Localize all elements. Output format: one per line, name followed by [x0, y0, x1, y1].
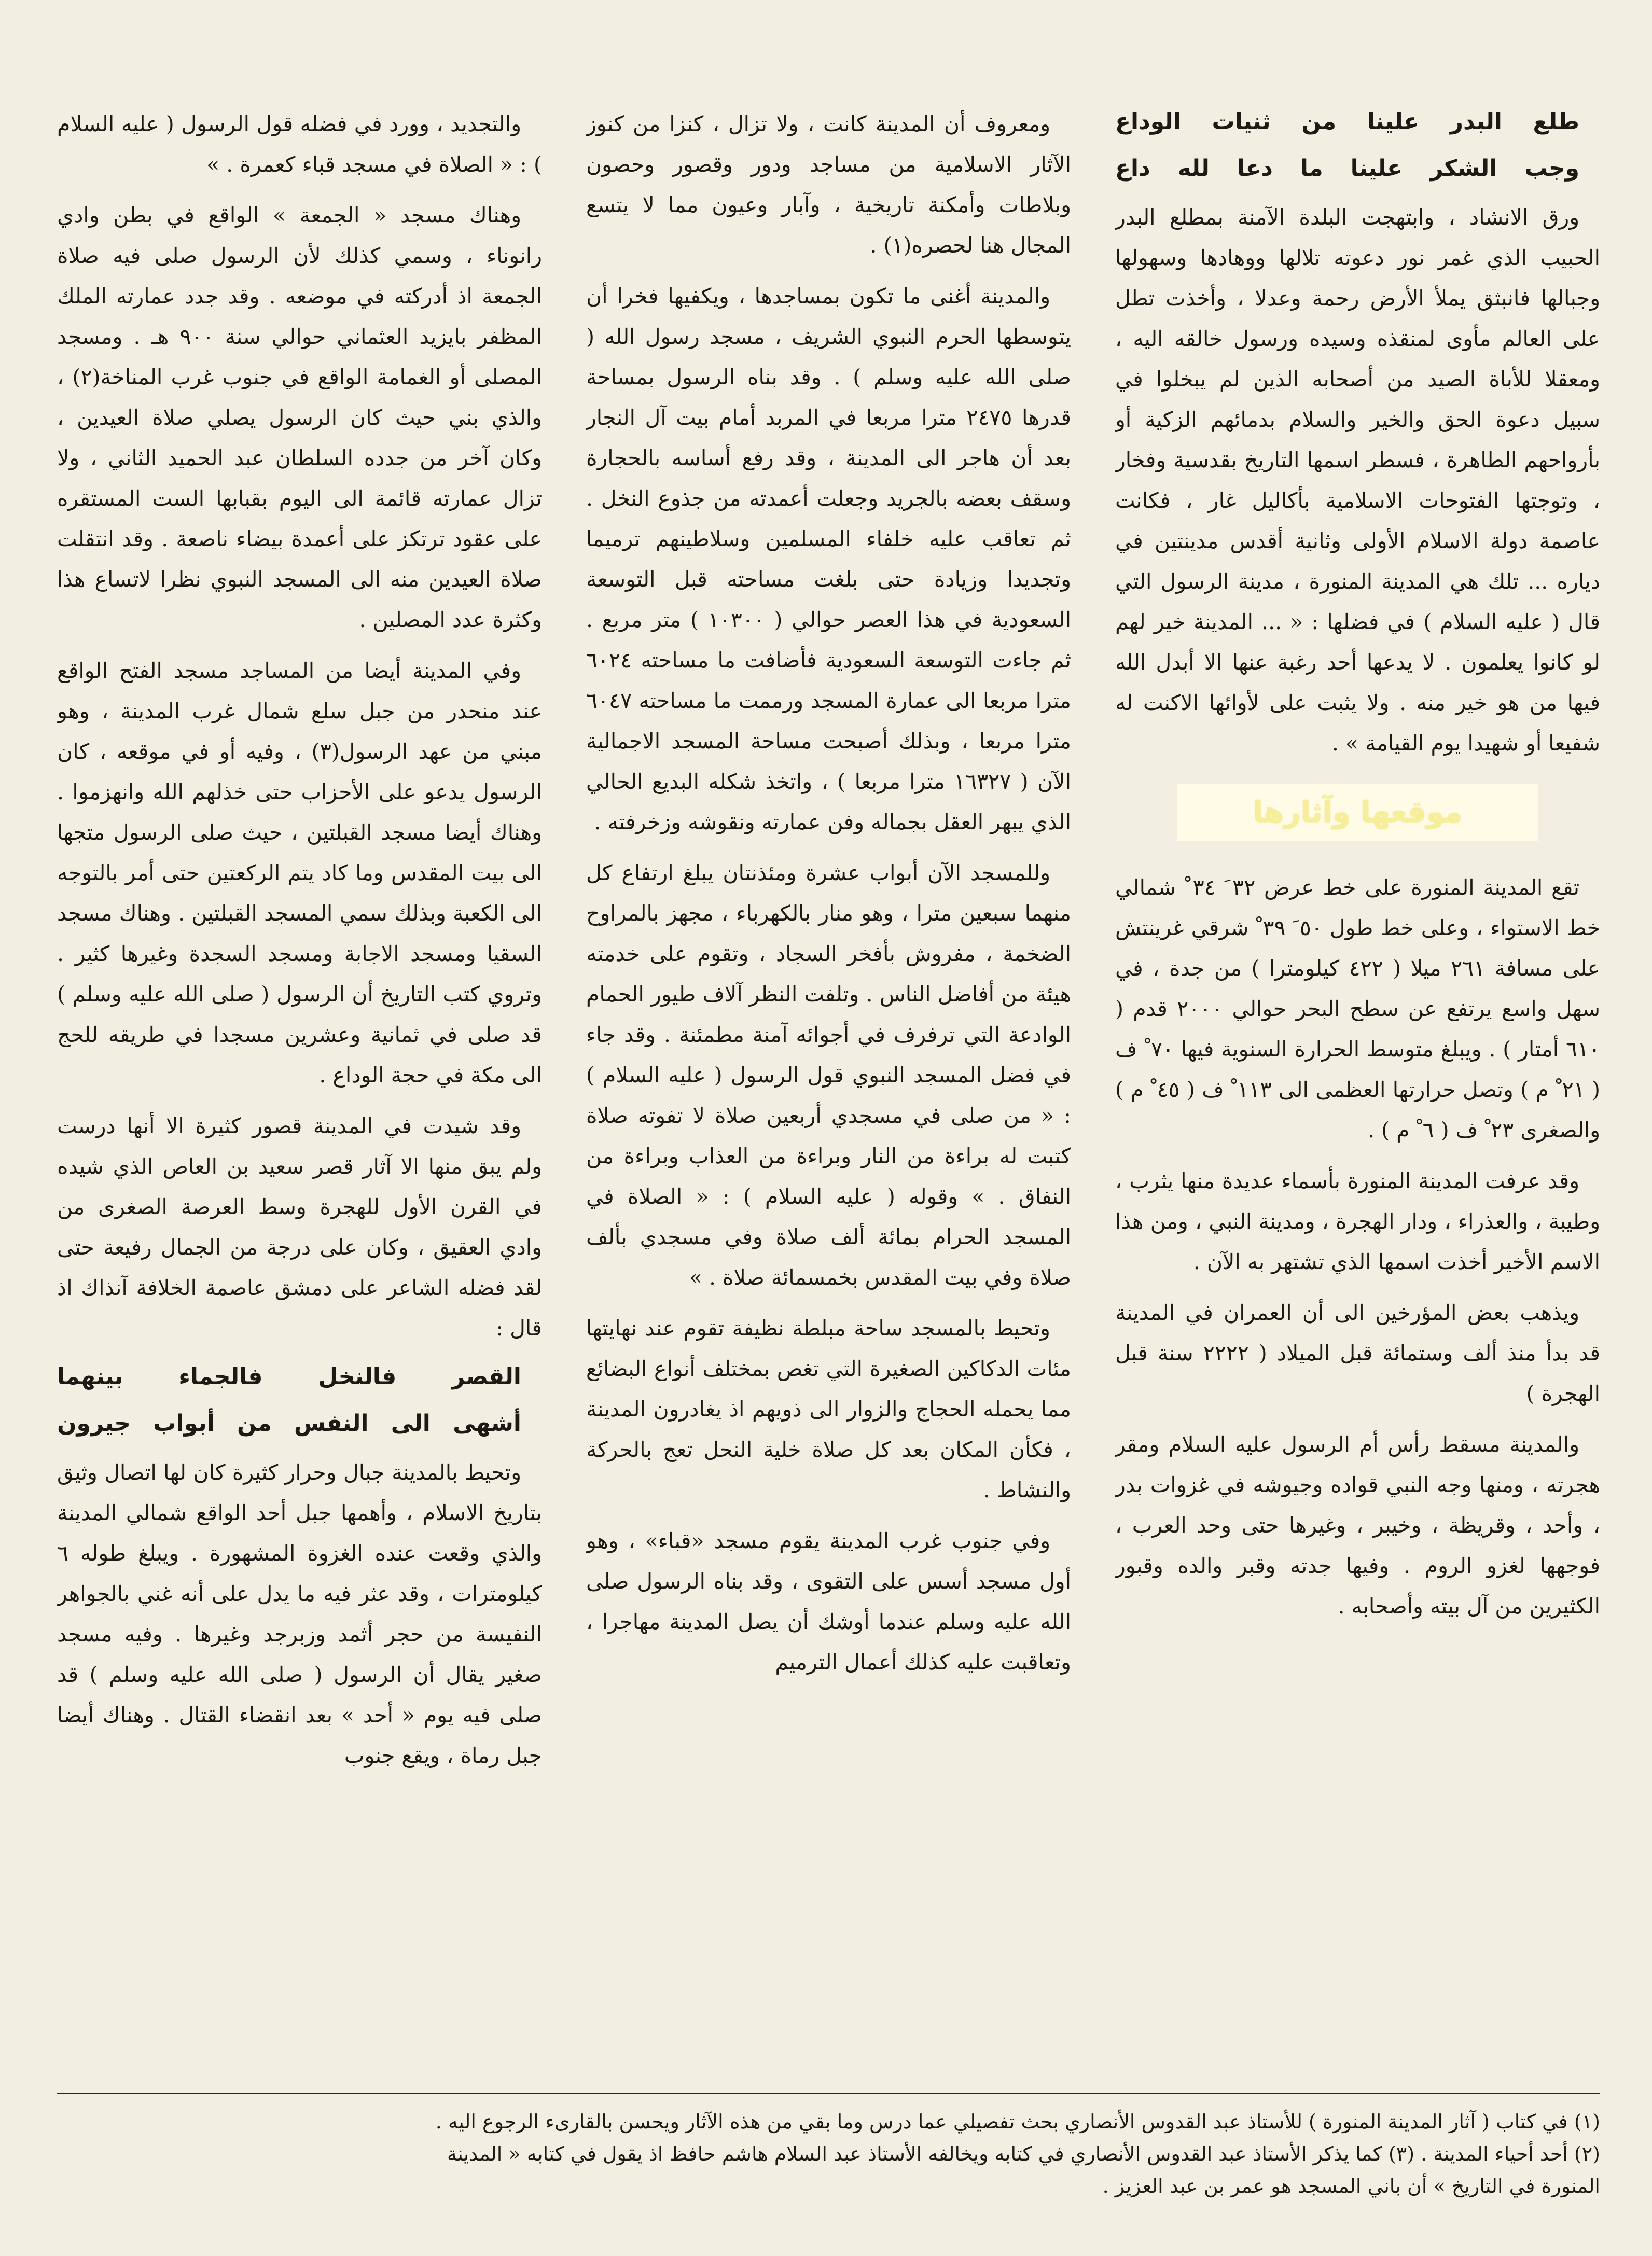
verse-line: أشهى الى النفس من أبواب جيرون [57, 1410, 521, 1437]
footnote-divider [57, 2093, 1600, 2094]
poem-verse [57, 1359, 542, 1442]
paragraph: ورق الانشاد ، وابتهجت البلدة الآمنة بمطلع البدر الحبيب الذي غمر نور دعوته تلالها ووهادها وسهولها وجبالها فانبثق يملأ الأرض رحمة وعدلا ، وأخذت تطل على العالم مأوى لمنقذه وسيده ورسول خالقه اليه ، ومعقلا للأباة الصيد من أصحابه الذين لم يبخلوا في سبيل دعوة الحق والخير والسلام بدمائهم الزكية أو بأرواحهم الطاهرة ، فسطر اسمها التاريخ بقدسية وفخار ، وتوجتها الفتوحات الاسلامية بأكاليل غار ، فكانت عاصمة دولة الاسلام الأولى وثانية أقدس مدينتين في دياره ... تلك هي المدينة المنورة ، مدينة الرسول التي قال ( عليه السلام ) في فضلها : « ... المدينة خير لهم لو كانوا يعلمون . لا يدعها أحد رغبة عنها الا أبدل الله فيها من هو خير منه . ولا يثبت على لأوائها الاكنت له شفيعا أو شهيدا يوم القيامة » . [1115, 205, 1600, 756]
paragraph: وتحيط بالمسجد ساحة مبلطة نظيفة تقوم عند نهايتها مئات الدكاكين الصغيرة التي تغص بمختلف أنواع البضائع مما يحمله الحجاج والزوار الى ذويهم اذ يغادرون المدينة ، فكأن المكان بعد كل صلاة خلية النحل تعج بالحركة والنشاط . [586, 1316, 1071, 1502]
paragraph: والمدينة مسقط رأس أم الرسول عليه السلام ومقر هجرته ، ومنها وجه النبي قواده وجيوشه في غزوات بدر ، وأحد ، وقريظة ، وخيبر ، وغيرها حتى وحد العرب ، فوجهها لغزو الروم . وفيها جدته وقبر والده وقبور الكثيرين من آل بيته وأصحابه . [1115, 1432, 1600, 1619]
footnotes [57, 2106, 1600, 2202]
paragraph: وقد شيدت في المدينة قصور كثيرة الا أنها درست ولم يبق منها الا آثار قصر سعيد بن العاص الذي شيده في القرن الأول للهجرة وسط العرصة الصغرى من وادي العقيق ، وكان على درجة من الجمال رفيعة حتى لقد فضله الشاعر على دمشق عاصمة الخلافة آنذاك اذ قال : [57, 1113, 542, 1341]
column-middle [586, 104, 1071, 1971]
opening-verse [1115, 104, 1600, 187]
verse-line: وجب الشكر علينا ما دعا لله داع [1115, 155, 1579, 182]
footnote: المنورة في التاريخ » أن باني المسجد هو عمر بن عبد العزيز . [1102, 2175, 1600, 2197]
verse-line: طلع البدر علينا من ثنيات الوداع [1115, 108, 1579, 135]
paragraph: وفي جنوب غرب المدينة يقوم مسجد «قباء» ، وهو أول مسجد أسس على التقوى ، وقد بناه الرسول صلى الله عليه وسلم عندما أوشك أن يصل المدينة مهاجرا ، وتعاقبت عليه كذلك أعمال الترميم [586, 1528, 1071, 1675]
paragraph: وللمسجد الآن أبواب عشرة ومئذنتان يبلغ ارتفاع كل منهما سبعين مترا ، وهو منار بالكهرباء ، مجهز بالمراوح الضخمة ، مفروش بأفخر السجاد ، وتقوم على خدمته هيئة من أفاضل الناس . وتلفت النظر آلاف طيور الحمام الوادعة التي ترفرف في أجوائه آمنة مطمئنة . وقد جاء في فضل المسجد النبوي قول الرسول ( عليه السلام ) : « من صلى في مسجدي أربعين صلاة لا تفوته صلاة كتبت له براءة من النار وبراءة من العذاب وبراءة من النفاق . » وقوله ( عليه السلام ) : « الصلاة في المسجد الحرام بمائة ألف صلاة وفي مسجدي بألف صلاة وفي بيت المقدس بخمسمائة صلاة . » [586, 860, 1071, 1290]
paragraph: ومعروف أن المدينة كانت ، ولا تزال ، كنزا من كنوز الآثار الاسلامية من مساجد ودور وقصور وحصون وبلاطات وأمكنة تاريخية ، وآبار وعيون مما لا يتسع المجال هنا لحصره(١) . [586, 112, 1071, 258]
verse-line: القصر فالنخل فالجماء بينهما [57, 1363, 521, 1390]
paragraph: وقد عرفت المدينة المنورة بأسماء عديدة منها يثرب ، وطيبة ، والعذراء ، ودار الهجرة ، ومدينة النبي ، ومن هذا الاسم الأخير أخذت اسمها الذي تشتهر به الآن . [1115, 1168, 1600, 1274]
paragraph: والتجديد ، وورد في فضله قول الرسول ( عليه السلام ) : « الصلاة في مسجد قباء كعمرة . » [57, 112, 542, 177]
footnote: (٢) أحد أحياء المدينة . (٣) كما يذكر الأستاذ عبد القدوس الأنصاري في كتابه ويخالفه الأستاذ عبد السلام هاشم حافظ اذ يقول في كتابه « المدينة [447, 2142, 1600, 2165]
footnote: (١) في كتاب ( آثار المدينة المنورة ) للأستاذ عبد القدوس الأنصاري بحث تفصيلي عما درس وما بقي من هذه الآثار ويحسن بالقارىء الرجوع اليه . [435, 2110, 1600, 2133]
paragraph: وتحيط بالمدينة جبال وحرار كثيرة كان لها اتصال وثيق بتاريخ الاسلام ، وأهمها جبل أحد الواقع شمالي المدينة والذي وقعت عنده الغزوة المشهورة . ويبلغ طوله ٦ كيلومترات ، وقد عثر فيه ما يدل على أنه غني بالجواهر النفيسة من حجر أثمد وزبرجد وغيرها . وفيه مسجد صغير يقال أن الرسول ( صلى الله عليه وسلم ) قد صلى فيه يوم « أحد » بعد انقضاء القتال . وهناك أيضا جبل رماة ، ويقع جنوب [57, 1460, 542, 1768]
paragraph: ويذهب بعض المؤرخين الى أن العمران في المدينة قد بدأ منذ ألف وستمائة قبل الميلاد ( ٢٢٢٢ سنة قبل الهجرة ) [1115, 1300, 1600, 1406]
paragraph: تقع المدينة المنورة على خط عرض ٣٢ َ ٣٤ ْ شمالي خط الاستواء ، وعلى خط طول ٥٠ َ ٣٩ ْ شرقي غرينتش على مسافة ٢٦١ ميلا ( ٤٢٢ كيلومترا ) من جدة ، في سهل واسع يرتفع عن سطح البحر حوالي ٢٠٠٠ قدم ( ٦١٠ أمتار ) . ويبلغ متوسط الحرارة السنوية فيها ٧٠ ْ ف ( ٢١ ْ م ) وتصل حرارتها العظمى الى ١١٣ ْ ف ( ٤٥ ْ م ) والصغرى ٢٣ ْ ف ( ٦ ْ م ) . [1115, 875, 1600, 1143]
paragraph: والمدينة أغنى ما تكون بمساجدها ، ويكفيها فخرا أن يتوسطها الحرم النبوي الشريف ، مسجد رسول الله ( صلى الله عليه وسلم ) . وقد بناه الرسول بمساحة قدرها ٢٤٧٥ مترا مربعا في المربد أمام بيت آل النجار بعد أن هاجر الى المدينة ، وقد رفع أساسه بالحجارة وسقف بعضه بالجريد وجعلت أعمدته من جذوع النخل . ثم تعاقب عليه خلفاء المسلمين وسلاطينهم ترميما وتجديدا وزيادة حتى بلغت مساحته قبل التوسعة السعودية في هذا العصر حوالي ( ١٠٣٠٠ ) متر مربع . ثم جاءت التوسعة السعودية فأضافت ما مساحته ٦٠٢٤ مترا مربعا الى عمارة المسجد ورممت ما مساحته ٦٠٤٧ مترا مربعا ، وبذلك أصبحت مساحة المسجد الاجمالية الآن ( ١٦٣٢٧ مترا مربعا ) ، واتخذ شكله البديع الحالي الذي يبهر العقل بجماله وفن عمارته ونقوشه وزخرفته . [586, 284, 1071, 834]
section-heading: موقعها وآثارها [1177, 784, 1538, 841]
column-left [57, 104, 542, 1971]
paragraph: وهناك مسجد « الجمعة » الواقع في بطن وادي رانوناء ، وسمي كذلك لأن الرسول صلى فيه صلاة الجمعة اذ أدركته في موضعه . وقد جدد عمارته الملك المظفر بايزيد العثماني حوالي سنة ٩٠٠ هـ . ومسجد المصلى أو الغمامة الواقع في جنوب غرب المناخة(٢) ، والذي بني حيث كان الرسول يصلي صلاة العيدين ، وكان آخر من جدده السلطان عبد الحميد الثاني ، ولا تزال عمارته قائمة الى اليوم بقبابها الست المستقره على عقود ترتكز على أعمدة بيضاء ناصعة . وقد انتقلت صلاة العيدين منه الى المسجد النبوي نظرا لاتساع هذا وكثرة عدد المصلين . [57, 203, 542, 632]
column-right [1115, 104, 1600, 1971]
paragraph: وفي المدينة أيضا من المساجد مسجد الفتح الواقع عند منحدر من جبل سلع شمال غرب المدينة ، وهو مبني من عهد الرسول(٣) ، وفيه أو في موقعه ، كان الرسول يدعو على الأحزاب حتى خذلهم الله وانهزموا . وهناك أيضا مسجد القبلتين ، حيث صلى الرسول متجها الى بيت المقدس وما كاد يتم الركعتين حتى أمر بالتوجه الى الكعبة وبذلك سمي المسجد القبلتين . وهناك مسجد السقيا ومسجد الاجابة ومسجد السجدة وغيرها كثير . وتروي كتب التاريخ أن الرسول ( صلى الله عليه وسلم ) قد صلى في ثمانية وعشرين مسجدا في طريقه للحج الى مكة في حجة الوداع . [57, 658, 542, 1088]
